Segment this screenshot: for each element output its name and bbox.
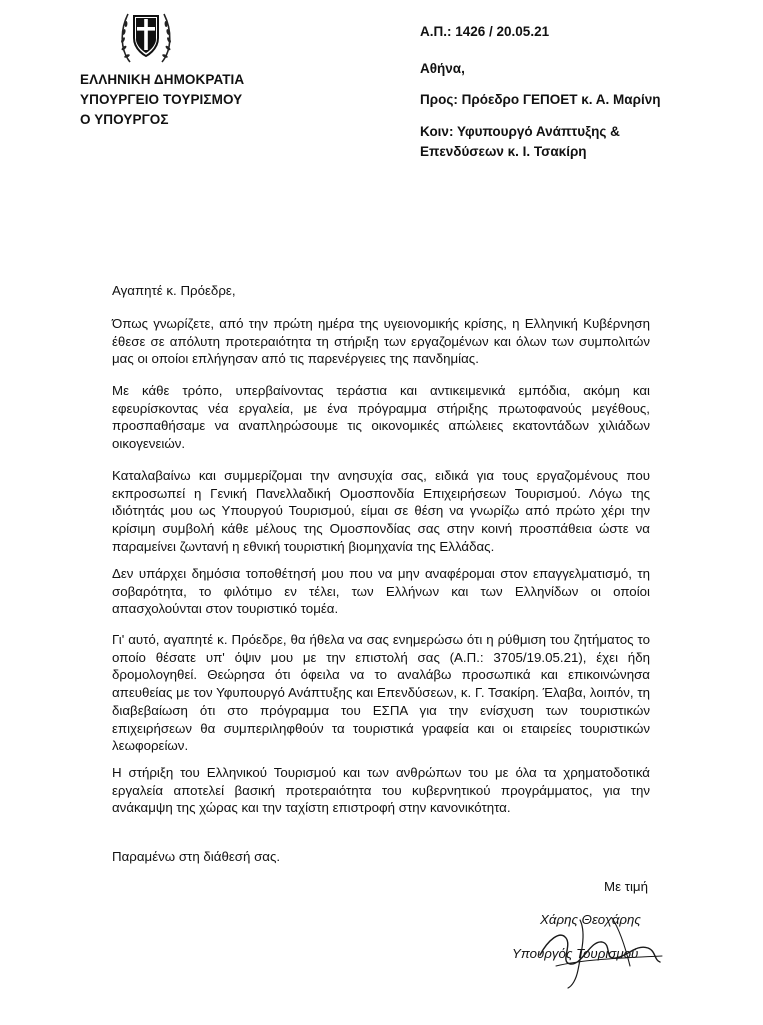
ministry-line-1: ΕΛΛΗΝΙΚΗ ΔΗΜΟΚΡΑΤΙΑ	[80, 72, 245, 87]
signer-title: Υπουργός Τουρισμού	[512, 946, 639, 961]
handwritten-signature-icon	[520, 900, 670, 990]
paragraph-6: Η στήριξη του Ελληνικού Τουρισμού και των ανθρώπων του με όλα τα χρηματοδοτικά εργαλεία αποτελεί βασική προτεραιότητα του κυβερνητικού προγράμματος, για την ανάκαμψη της χώρας και την ταχίστη επιστροφή στην κανονικότητα.	[112, 765, 650, 816]
paragraph-1: Όπως γνωρίζετε, από την πρώτη ημέρα της υγειονομικής κρίσης, η Ελληνική Κυβέρνηση έθεσε σε απόλυτη προτεραιότητα τη στήριξη των εργαζομένων και όλων των συμπολιτών μας οι οποίοι επλήγησαν από τις παρενέργειες της πανδημίας.	[112, 316, 650, 367]
sign-off: Με τιμή	[604, 879, 648, 894]
greeting: Αγαπητέ κ. Πρόεδρε,	[112, 283, 236, 298]
ministry-header	[80, 70, 244, 130]
paragraph-4: Δεν υπάρχει δημόσια τοποθέτησή μου που να μην αναφέρομαι στον επαγγελματισμό, τη σοβαρότητα, το φιλότιμο εν τέλει, των Ελλήνων και των Ελληνίδων οι οποίοι απασχολούνται στον τουριστικό τομέα.	[112, 566, 650, 617]
closing-line: Παραμένω στη διάθεσή σας.	[112, 849, 281, 864]
paragraph-2: Με κάθε τρόπο, υπερβαίνοντας τεράστια και αντικειμενικά εμπόδια, ακόμη και εφευρίσκοντας νέα εργαλεία, με ένα πρόγραμμα στήριξης πρωτοφανούς μεγέθους, προσπαθήσαμε να αναπληρώσουμε τις οικονομικές απώλειες εκατοντάδων χιλιάδων οικογενειών.	[112, 383, 650, 452]
greek-coat-of-arms-icon	[118, 4, 174, 68]
protocol-number: Α.Π.: 1426 / 20.05.21	[420, 24, 550, 39]
cc-line-2: Επενδύσεων κ. Ι. Τσακίρη	[420, 144, 587, 159]
ministry-line-3: Ο ΥΠΟΥΡΓΟΣ	[80, 112, 169, 127]
paragraph-5: Γι' αυτό, αγαπητέ κ. Πρόεδρε, θα ήθελα να σας ενημερώσω ότι η ρύθμιση του ζητήματος το οποίο θέσατε υπ' όψιν μου με την επιστολή σας (Α.Π.: 3705/19.05.21), έχει ήδη δρομολογηθεί. Θεώρησα ότι όφειλα να το αναλάβω προσωπικά και επικοινώνησα απευθείας με τον Υφυπουργό Ανάπτυξης και Επενδύσεων, κ. Γ. Τσακίρη. Έλαβα, λοιπόν, τη διαβεβαίωση ότι στο πρόγραμμα του ΕΣΠΑ για την ενίσχυση των τουριστικών επιχειρήσεων θα συμπεριληφθούν τα τουριστικά γραφεία και οι εταιρείες τουριστικών λεωφορείων.	[112, 632, 650, 754]
paragraph-3: Καταλαβαίνω και συμμερίζομαι την ανησυχία σας, ειδικά για τους εργαζομένους που εκπροσωπεί η Γενική Πανελλαδική Ομοσπονδία Επιχειρήσεων Τουρισμού. Λόγω της ιδιότητάς μου ως Υπουργού Τουρισμού, είμαι σε θέση να γνωρίζω από πρώτο χέρι την κρίσιμη συμβολή κάθε μέλους της Ομοσπονδίας σας στην κοινή προσπάθεια ώστε να παραμείνει ζωντανή η εθνική τουριστική βιομηχανία της Ελλάδας.	[112, 468, 650, 554]
signer-name: Χάρης Θεοχάρης	[540, 912, 641, 927]
recipient-line: Προς: Πρόεδρο ΓΕΠΟΕΤ κ. Α. Μαρίνη	[420, 92, 661, 107]
place-date: Αθήνα,	[420, 61, 465, 76]
cc-line-1: Κοιν: Υφυπουργό Ανάπτυξης &	[420, 124, 620, 139]
ministry-line-2: ΥΠΟΥΡΓΕΙΟ ΤΟΥΡΙΣΜΟΥ	[80, 92, 243, 107]
